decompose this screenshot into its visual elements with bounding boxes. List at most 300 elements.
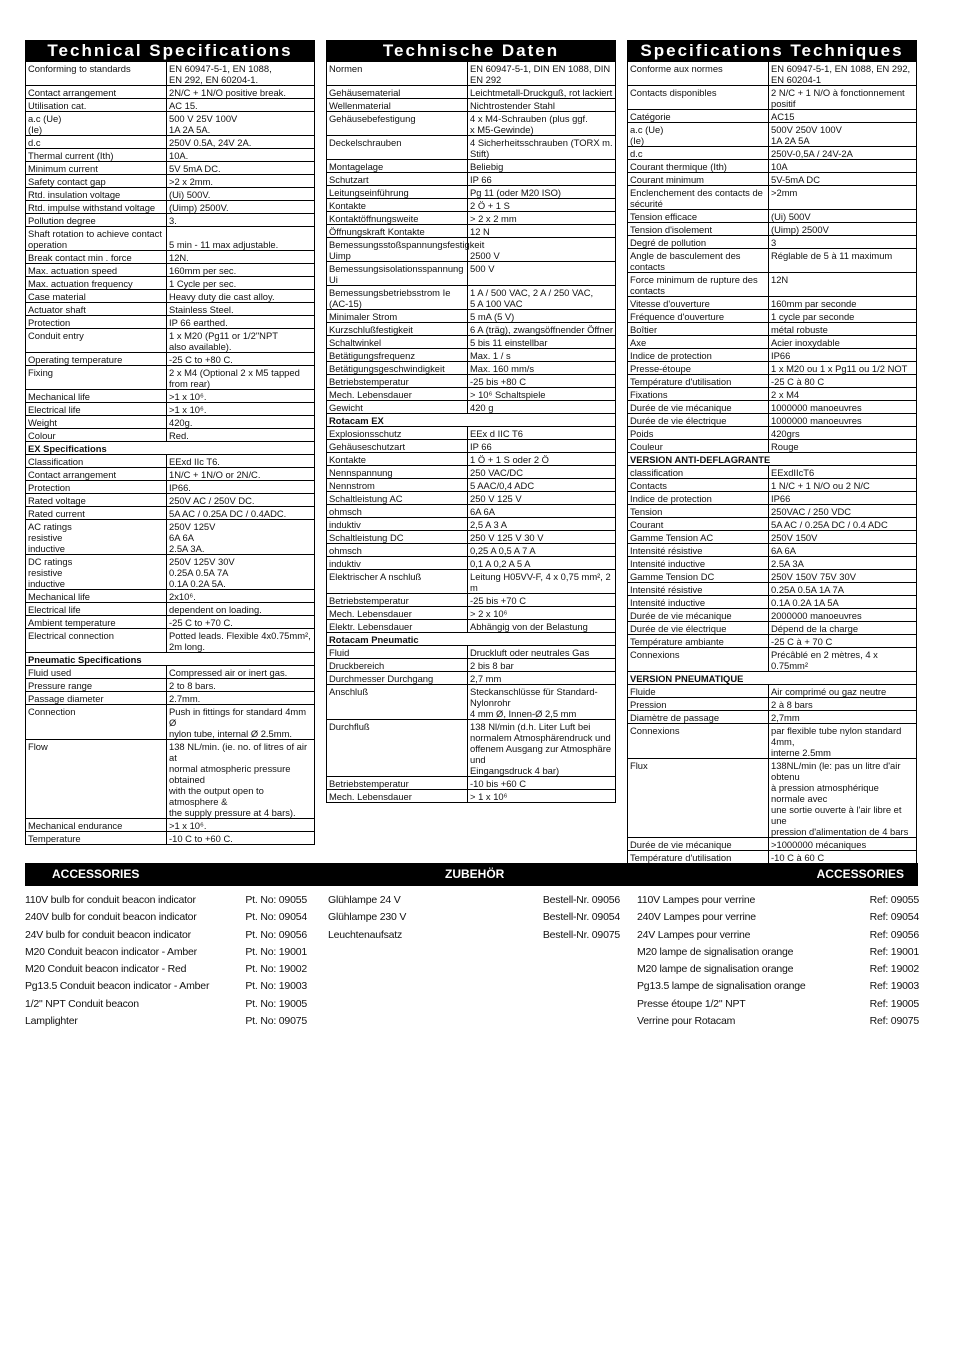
accessory-item: [25, 963, 307, 980]
accessory-name: 1/2" NPT Conduit beacon: [25, 997, 139, 1010]
accessory-name: 24V bulb for conduit beacon indicator: [25, 928, 191, 941]
spec-label: Angle de basculement des contacts: [628, 249, 769, 273]
spec-value: 12N.: [167, 251, 315, 264]
spec-label: Schaltleistung AC: [327, 492, 468, 505]
spec-value: 4 Sicherheitsschrauben (TORX m. Stift): [468, 136, 616, 160]
spec-row: [26, 366, 315, 390]
spec-row: [26, 507, 315, 520]
spec-label: Flux: [628, 759, 769, 838]
spec-label: Couleur: [628, 440, 769, 453]
spec-label: Temperature: [26, 832, 167, 845]
spec-value: 250 VAC/DC: [468, 466, 616, 479]
spec-value: (Uimp) 2500V: [769, 223, 917, 236]
spec-row: [327, 336, 616, 349]
spec-value: (Ui) 500V.: [167, 188, 315, 201]
accessory-item: [25, 980, 307, 997]
spec-label: Betriebstemperatur: [327, 777, 468, 790]
spec-row: [628, 123, 917, 147]
section-heading-label: VERSION ANTI-DEFLAGRANTE: [628, 453, 917, 466]
accessory-name: 240V Lampes pour verrine: [637, 911, 756, 924]
spec-label: Conforming to standards: [26, 62, 167, 86]
accessory-name: M20 lampe de signalisation orange: [637, 945, 794, 958]
spec-label: Contact arrangement: [26, 468, 167, 481]
spec-label: Electrical life: [26, 403, 167, 416]
spec-row: [26, 455, 315, 468]
spec-row: [628, 310, 917, 323]
spec-row: [26, 429, 315, 442]
spec-label: Thermal current (Ith): [26, 149, 167, 162]
spec-row: [327, 375, 616, 388]
spec-row: [628, 851, 917, 864]
spec-value: 1 cycle par seconde: [769, 310, 917, 323]
accessory-item: [328, 911, 620, 928]
accessory-name: 110V Lampes pour verrine: [637, 894, 756, 906]
spec-row: [327, 86, 616, 99]
spec-row: [628, 173, 917, 186]
spec-label: Bemessungsbetriebsstrom Ie (AC-15): [327, 286, 468, 310]
accessory-part-number: Pt. No: 09075: [245, 1015, 307, 1028]
spec-label: Mechanical life: [26, 590, 167, 603]
spec-row: [26, 162, 315, 175]
spec-column-german: [326, 40, 616, 803]
spec-title-english: Technical Specifications: [25, 40, 315, 62]
spec-row: [628, 505, 917, 518]
spec-label: Rated current: [26, 507, 167, 520]
spec-label: Max. actuation frequency: [26, 277, 167, 290]
spec-value: Red.: [167, 429, 315, 442]
spec-label: Mechanical endurance: [26, 819, 167, 832]
spec-row: [327, 99, 616, 112]
spec-value: 5 min - 11 max adjustable.: [167, 227, 315, 251]
spec-title-german: Technische Daten: [326, 40, 616, 62]
spec-value: 1 Cycle per sec.: [167, 277, 315, 290]
spec-value: 250V 125V 30V 0.25A 0.5A 7A 0.1A 0.2A 5A.: [167, 555, 315, 590]
spec-row: [327, 136, 616, 160]
spec-label: a.c (Ue) (Ie): [26, 112, 167, 136]
spec-label: Connexions: [628, 648, 769, 672]
spec-label: Electrical life: [26, 603, 167, 616]
accessory-name: M20 Conduit beacon indicator - Amber: [25, 945, 197, 958]
accessory-part-number: Pt. No: 09056: [245, 928, 307, 941]
spec-label: Classification: [26, 455, 167, 468]
spec-label: Gehäusematerial: [327, 86, 468, 99]
accessory-item: [328, 929, 620, 946]
spec-row: [628, 223, 917, 236]
spec-value: -25 bis +70 C: [468, 594, 616, 607]
spec-label: Schutzart: [327, 173, 468, 186]
spec-value: >1 x 10⁶.: [167, 390, 315, 403]
accessory-part-number: Ref: 09056: [869, 928, 919, 941]
spec-label: Contact arrangement: [26, 86, 167, 99]
accessory-item: [25, 1015, 307, 1032]
spec-row: [628, 147, 917, 160]
spec-row: [26, 629, 315, 653]
spec-row: [327, 427, 616, 440]
spec-row: [628, 622, 917, 635]
spec-value: Beliebig: [468, 160, 616, 173]
accessory-name: Pg13.5 Conduit beacon indicator - Amber: [25, 980, 210, 993]
spec-row: [26, 692, 315, 705]
spec-row: [628, 698, 917, 711]
spec-row: [327, 238, 616, 262]
spec-value: 2000000 manoeuvres: [769, 609, 917, 622]
spec-label: Flow: [26, 740, 167, 819]
spec-value: 1000000 manoeuvres: [769, 414, 917, 427]
accessory-item: [328, 894, 620, 911]
spec-value: AC15: [769, 110, 917, 123]
spec-value: > 2 x 2 mm: [468, 212, 616, 225]
spec-value: 12N: [769, 273, 917, 297]
spec-value: 420grs: [769, 427, 917, 440]
spec-label: Intensité résistive: [628, 544, 769, 557]
spec-value: 2 N/C + 1 N/O à fonctionnement positif: [769, 86, 917, 110]
spec-row: [628, 596, 917, 609]
spec-row: [26, 188, 315, 201]
spec-value: Réglable de 5 à 11 maximum: [769, 249, 917, 273]
spec-value: -25 C à + 70 C: [769, 635, 917, 648]
accessory-name: M20 lampe de signalisation orange: [637, 963, 794, 976]
spec-row: [26, 616, 315, 629]
spec-value: 2500 V: [468, 238, 616, 262]
spec-row: [327, 286, 616, 310]
spec-value: EExd IIc T6.: [167, 455, 315, 468]
accessories-title-english: ACCESSORIES: [52, 867, 140, 881]
spec-row: [327, 62, 616, 86]
spec-label: Betätigungsgeschwindigkeit: [327, 362, 468, 375]
accessory-item: [637, 980, 919, 997]
accessory-item: [637, 1015, 919, 1032]
spec-label: Rated voltage: [26, 494, 167, 507]
spec-value: -25 C to +80 C.: [167, 353, 315, 366]
spec-value: 2.5A 3A: [769, 557, 917, 570]
spec-section-heading: [327, 414, 616, 427]
spec-row: [327, 186, 616, 199]
spec-value: 6A 6A: [769, 544, 917, 557]
spec-value: 4 x M4-Schrauben (plus ggf. x M5-Gewinde): [468, 112, 616, 136]
spec-row: [26, 679, 315, 692]
spec-row: [26, 416, 315, 429]
spec-section-heading: [628, 453, 917, 466]
spec-value: IP 66 earthed.: [167, 316, 315, 329]
spec-label: Fréquence d'ouverture: [628, 310, 769, 323]
spec-row: [327, 440, 616, 453]
spec-row: [628, 297, 917, 310]
spec-value: Max. 1 / s: [468, 349, 616, 362]
accessory-part-number: Bestell-Nr. 09075: [542, 928, 620, 941]
spec-value: 3: [769, 236, 917, 249]
spec-value: IP66: [769, 349, 917, 362]
spec-value: métal robuste: [769, 323, 917, 336]
spec-row: [26, 705, 315, 740]
accessory-part-number: Pt. No: 19001: [245, 945, 307, 958]
spec-row: [628, 427, 917, 440]
spec-value: Dépend de la charge: [769, 622, 917, 635]
spec-row: [327, 262, 616, 286]
spec-value: Push in fittings for standard 4mm Ø nylon tube, internal Ø 2.5mm.: [167, 705, 315, 740]
accessories-list-german: [328, 894, 620, 946]
spec-row: [26, 112, 315, 136]
spec-row: [628, 388, 917, 401]
spec-row: [327, 777, 616, 790]
spec-value: IP 66: [468, 173, 616, 186]
spec-label: Force minimum de rupture des contacts: [628, 273, 769, 297]
spec-row: [628, 86, 917, 110]
spec-label: Normen: [327, 62, 468, 86]
spec-value: 12 N: [468, 225, 616, 238]
spec-value: 250V 150V 75V 30V: [769, 570, 917, 583]
spec-row: [327, 349, 616, 362]
accessory-part-number: Bestell-Nr. 09056: [542, 894, 620, 906]
spec-row: [628, 492, 917, 505]
accessory-item: [637, 911, 919, 928]
spec-label: Operating temperature: [26, 353, 167, 366]
spec-row: [26, 555, 315, 590]
spec-label: Fixing: [26, 366, 167, 390]
accessory-item: [25, 998, 307, 1015]
spec-label: Durchmesser Durchgang: [327, 672, 468, 685]
spec-label: Wellenmaterial: [327, 99, 468, 112]
section-heading-label: Rotacam EX: [327, 414, 616, 427]
spec-label: Fixations: [628, 388, 769, 401]
spec-row: [628, 349, 917, 362]
spec-label: Deckelschrauben: [327, 136, 468, 160]
spec-row: [327, 388, 616, 401]
spec-row: [628, 236, 917, 249]
spec-value: 138 Nl/min (d.h. Liter Luft bei normalem Atmosphärendruck und offenem Ausgang zur Atmosphäre und Eingangsdruck 4 bar): [468, 720, 616, 777]
spec-row: [628, 648, 917, 672]
spec-value: 2 to 8 bars.: [167, 679, 315, 692]
spec-label: Axe: [628, 336, 769, 349]
spec-value: EN 60947-5-1, EN 1088, EN 292, EN 60204-1: [769, 62, 917, 86]
spec-value: Compressed air or inert gas.: [167, 666, 315, 679]
spec-row: [327, 492, 616, 505]
spec-row: [628, 544, 917, 557]
spec-label: Durée de vie électrique: [628, 414, 769, 427]
spec-value: Air comprimé ou gaz neutre: [769, 685, 917, 698]
spec-row: [628, 759, 917, 838]
spec-row: [26, 481, 315, 494]
spec-label: Diamètre de passage: [628, 711, 769, 724]
spec-label: Gehäuseschutzart: [327, 440, 468, 453]
spec-row: [327, 505, 616, 518]
accessory-name: 240V bulb for conduit beacon indicator: [25, 911, 197, 924]
spec-value: 5 AAC/0,4 ADC: [468, 479, 616, 492]
spec-value: 2,7mm: [769, 711, 917, 724]
spec-value: 250V AC / 250V DC.: [167, 494, 315, 507]
spec-label: Leitungseinführung: [327, 186, 468, 199]
spec-row: [26, 666, 315, 679]
spec-title-french: Specifications Techniques: [627, 40, 917, 62]
spec-value: 138 NL/min. (ie. no. of litres of air at normal atmospheric pressure obtained with the output open to atmosphere & the supply pressure at 4 bars).: [167, 740, 315, 819]
spec-label: Courant thermique (Ith): [628, 160, 769, 173]
spec-label: Connection: [26, 705, 167, 740]
spec-value: Leitung H05VV-F, 4 x 0,75 mm², 2 m: [468, 570, 616, 594]
spec-value: 2 bis 8 bar: [468, 659, 616, 672]
spec-label: Fluid: [327, 646, 468, 659]
spec-label: Schaltleistung DC: [327, 531, 468, 544]
spec-value: > 2 x 10⁶: [468, 607, 616, 620]
spec-row: [628, 249, 917, 273]
accessory-item: [25, 911, 307, 928]
spec-value: 2 Ö + 1 S: [468, 199, 616, 212]
spec-label: Montagelage: [327, 160, 468, 173]
spec-row: [327, 685, 616, 720]
spec-label: Nennstrom: [327, 479, 468, 492]
spec-label: Courant minimum: [628, 173, 769, 186]
spec-value: 500 V: [468, 262, 616, 286]
spec-label: DC ratings resistive inductive: [26, 555, 167, 590]
spec-row: [628, 362, 917, 375]
spec-label: induktiv: [327, 557, 468, 570]
spec-value: -25 bis +80 C: [468, 375, 616, 388]
spec-label: d.c: [26, 136, 167, 149]
spec-label: Température d'utilisation: [628, 851, 769, 864]
spec-row: [327, 570, 616, 594]
spec-label: induktiv: [327, 518, 468, 531]
spec-label: Intensité inductive: [628, 596, 769, 609]
spec-label: Mech. Lebensdauer: [327, 790, 468, 803]
spec-value: Rouge: [769, 440, 917, 453]
spec-value: 5V-5mA DC: [769, 173, 917, 186]
spec-row: [628, 210, 917, 223]
spec-row: [628, 186, 917, 210]
spec-row: [26, 316, 315, 329]
spec-label: Gewicht: [327, 401, 468, 414]
spec-label: Case material: [26, 290, 167, 303]
spec-label: Nennspannung: [327, 466, 468, 479]
spec-value: >1 x 10⁶.: [167, 819, 315, 832]
spec-value: -10 bis +60 C: [468, 777, 616, 790]
spec-label: Gehäusebefestigung: [327, 112, 468, 136]
spec-row: [327, 531, 616, 544]
spec-row: [628, 62, 917, 86]
spec-value: 5 bis 11 einstellbar: [468, 336, 616, 349]
accessory-part-number: Ref: 09055: [869, 894, 919, 906]
spec-value: 3.: [167, 214, 315, 227]
spec-value: > 1 x 10⁶: [468, 790, 616, 803]
spec-row: [628, 110, 917, 123]
section-heading-label: EX Specifications: [26, 442, 315, 455]
spec-row: [26, 277, 315, 290]
accessory-part-number: Pt. No: 09054: [245, 911, 307, 924]
section-heading-label: Rotacam Pneumatic: [327, 633, 616, 646]
spec-label: Durée de vie électrique: [628, 622, 769, 635]
accessory-part-number: Pt. No: 19003: [245, 980, 307, 993]
spec-row: [628, 635, 917, 648]
spec-row: [26, 175, 315, 188]
spec-value: 420g.: [167, 416, 315, 429]
spec-label: Elektr. Lebensdauer: [327, 620, 468, 633]
accessory-part-number: Ref: 09075: [869, 1015, 919, 1028]
spec-label: Colour: [26, 429, 167, 442]
spec-value: Max. 160 mm/s: [468, 362, 616, 375]
spec-row: [26, 740, 315, 819]
spec-value: Heavy duty die cast alloy.: [167, 290, 315, 303]
spec-row: [26, 819, 315, 832]
spec-label: Betriebstemperatur: [327, 594, 468, 607]
accessory-name: Lamplighter: [25, 1015, 78, 1028]
spec-row: [26, 303, 315, 316]
spec-label: Pollution degree: [26, 214, 167, 227]
spec-label: d.c: [628, 147, 769, 160]
spec-row: [26, 86, 315, 99]
accessory-item: [637, 998, 919, 1015]
accessory-name: Glühlampe 24 V: [328, 894, 401, 906]
spec-value: 5 mA (5 V): [468, 310, 616, 323]
spec-label: Enclenchement des contacts de sécurité: [628, 186, 769, 210]
spec-value: 0,1 A 0,2 A 5 A: [468, 557, 616, 570]
spec-value: 250V 0.5A, 24V 2A.: [167, 136, 315, 149]
spec-row: [327, 659, 616, 672]
spec-row: [26, 227, 315, 251]
spec-value: EN 60947-5-1, DIN EN 1088, DIN EN 292: [468, 62, 616, 86]
spec-value: 250V 150V: [769, 531, 917, 544]
spec-value: > 10⁶ Schaltspiele: [468, 388, 616, 401]
spec-value: 6 A (träg), zwangsöffnender Öffner: [468, 323, 616, 336]
accessory-part-number: Bestell-Nr. 09054: [542, 911, 620, 924]
spec-label: Gamme Tension AC: [628, 531, 769, 544]
spec-row: [26, 353, 315, 366]
spec-label: Température ambiante: [628, 635, 769, 648]
spec-value: EExdIIcT6: [769, 466, 917, 479]
spec-value: EEx d IIC T6: [468, 427, 616, 440]
spec-label: Indice de protection: [628, 349, 769, 362]
spec-label: Max. actuation speed: [26, 264, 167, 277]
spec-row: [628, 273, 917, 297]
spec-label: Tension: [628, 505, 769, 518]
spec-label: Conduit entry: [26, 329, 167, 353]
spec-label: ohmsch: [327, 544, 468, 557]
accessory-part-number: Ref: 19002: [869, 963, 919, 976]
spec-value: 6A 6A: [468, 505, 616, 518]
spec-value: Précâblé en 2 mètres, 4 x 0.75mm²: [769, 648, 917, 672]
spec-label: Mechanical life: [26, 390, 167, 403]
spec-column-french: [627, 40, 917, 864]
spec-value: 0,25 A 0,5 A 7 A: [468, 544, 616, 557]
spec-label: Weight: [26, 416, 167, 429]
spec-label: Minimaler Strom: [327, 310, 468, 323]
spec-value: par flexible tube nylon standard 4mm, interne 2.5mm: [769, 724, 917, 759]
spec-value: >1 x 10⁶.: [167, 403, 315, 416]
spec-label: Vitesse d'ouverture: [628, 297, 769, 310]
spec-label: Durée de vie mécanique: [628, 401, 769, 414]
section-heading-label: Pneumatic Specifications: [26, 653, 315, 666]
spec-label: Tension efficace: [628, 210, 769, 223]
accessory-item: [637, 894, 919, 911]
spec-label: Shaft rotation to achieve contact operation: [26, 227, 167, 251]
spec-row: [26, 201, 315, 214]
spec-row: [26, 590, 315, 603]
accessory-part-number: Ref: 19001: [869, 945, 919, 958]
spec-label: Intensité résistive: [628, 583, 769, 596]
spec-value: -10 C à 60 C: [769, 851, 917, 864]
spec-row: [327, 212, 616, 225]
spec-row: [327, 518, 616, 531]
spec-row: [628, 375, 917, 388]
spec-row: [628, 531, 917, 544]
spec-row: [628, 685, 917, 698]
spec-value: -25 C to +70 C.: [167, 616, 315, 629]
spec-value: 1 Ö + 1 S oder 2 Ö: [468, 453, 616, 466]
spec-row: [327, 160, 616, 173]
spec-label: Kontakte: [327, 453, 468, 466]
accessories-list-french: [637, 894, 919, 1032]
spec-value: 250V-0,5A / 24V-2A: [769, 147, 917, 160]
spec-value: 10A: [769, 160, 917, 173]
spec-row: [26, 99, 315, 112]
spec-label: a.c (Ue) (Ie): [628, 123, 769, 147]
spec-label: Durée de vie mécanique: [628, 838, 769, 851]
